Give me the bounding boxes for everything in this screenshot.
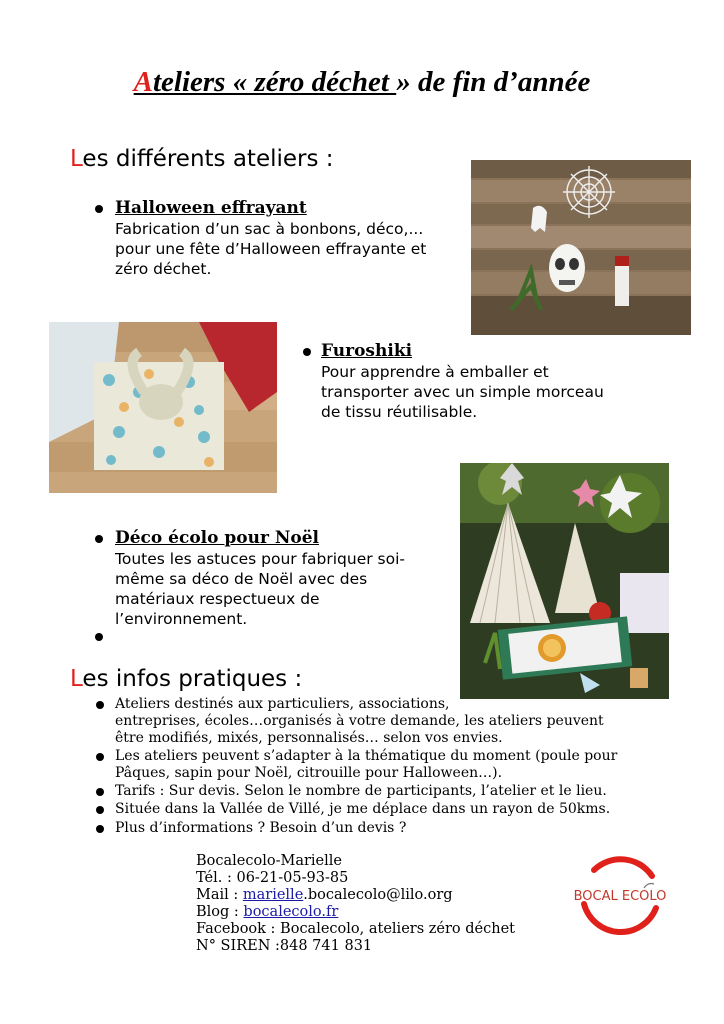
page-title: Ateliers « zéro déchet » de fin d’année bbox=[133, 66, 591, 98]
bullet bbox=[96, 788, 104, 796]
furoshiki-photo bbox=[49, 322, 277, 493]
bullet bbox=[96, 825, 104, 833]
contact-mail: Mail : marielle.bocalecolo@lilo.org bbox=[196, 887, 453, 903]
bullet bbox=[96, 701, 104, 709]
info-item: Les ateliers peuvent s’adapter à la thématique du moment (poule pour Pâques, sapin pour Noël, citrouille pour Halloween…). bbox=[115, 748, 618, 781]
contact-name: Bocalecolo-Marielle bbox=[196, 853, 342, 869]
ateliers-heading: Les différents ateliers : bbox=[70, 146, 334, 172]
bullet bbox=[96, 806, 104, 814]
contact-block bbox=[196, 853, 515, 955]
bullet bbox=[95, 205, 103, 213]
bullet bbox=[303, 348, 311, 356]
atelier-desc-halloween: Fabrication d’un sac à bonbons, déco,... pour une fête d’Halloween effrayante et zéro déchet. bbox=[115, 220, 427, 278]
atelier-title-noel: Déco écolo pour Noël bbox=[115, 528, 319, 548]
info-item: Tarifs : Sur devis. Selon le nombre de participants, l’atelier et le lieu. bbox=[115, 783, 607, 799]
blog-link[interactable]: bocalecolo.fr bbox=[243, 904, 339, 920]
atelier-desc-noel: Toutes les astuces pour fabriquer soi- même sa déco de Noël avec des matériaux respectueux de l’environnement. bbox=[115, 550, 406, 628]
contact-siren: N° SIREN :848 741 831 bbox=[196, 938, 373, 954]
info-item: Ateliers destinés aux particuliers, associations, entreprises, écoles…organisés à votre demande, les ateliers peuvent être modifiés, mixés, personnalisés… selon vos envies. bbox=[115, 696, 604, 746]
contact-phone: Tél. : 06-21-05-93-85 bbox=[196, 870, 349, 886]
bullet-empty bbox=[95, 633, 103, 641]
atelier-title-halloween: Halloween effrayant bbox=[115, 198, 307, 218]
info-item: Située dans la Vallée de Villé, je me déplace dans un rayon de 50kms. bbox=[115, 801, 611, 817]
bocal-ecolo-logo bbox=[574, 852, 666, 944]
logo-text: BOCAL ECOLO bbox=[574, 889, 666, 904]
contact-facebook: Facebook : Bocalecolo, ateliers zéro déchet bbox=[196, 921, 515, 937]
atelier-title-furoshiki: Furoshiki bbox=[321, 341, 413, 361]
mail-link[interactable]: marielle bbox=[242, 887, 304, 903]
infos-heading: Les infos pratiques : bbox=[70, 666, 303, 692]
bullet bbox=[95, 535, 103, 543]
noel-photo bbox=[460, 463, 669, 699]
contact-blog: Blog : bocalecolo.fr bbox=[196, 904, 339, 920]
atelier-desc-furoshiki: Pour apprendre à emballer et transporter avec un simple morceau de tissu réutilisable. bbox=[321, 363, 604, 421]
halloween-photo bbox=[471, 160, 691, 335]
info-item: Plus d’informations ? Besoin d’un devis ? bbox=[115, 820, 407, 836]
bullet bbox=[96, 753, 104, 761]
